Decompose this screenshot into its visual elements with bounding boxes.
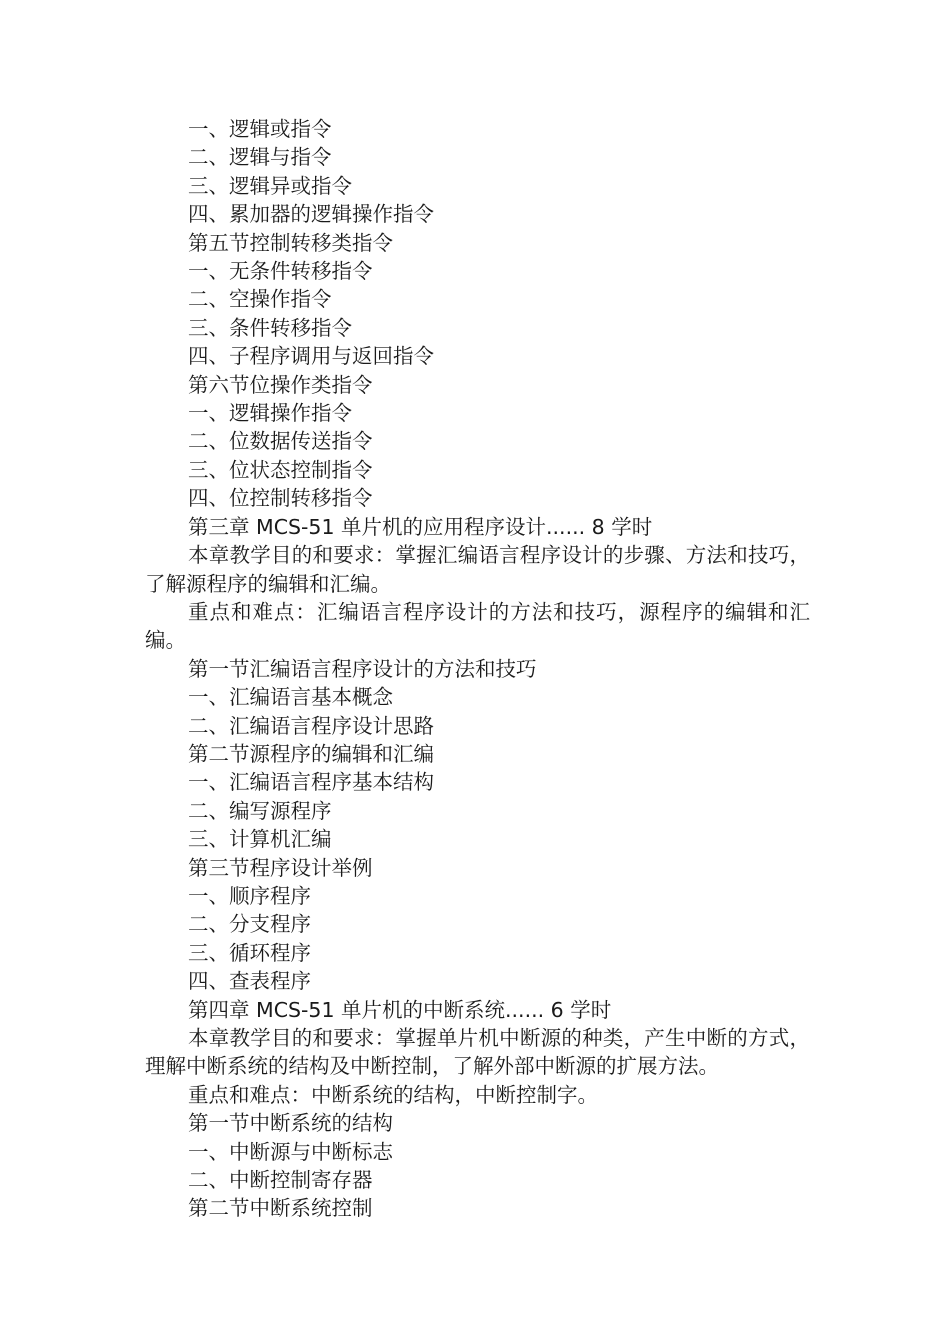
- section-heading-5: 第五节控制转移类指令: [188, 230, 393, 255]
- list-item-bit-state: 三、位状态控制指令: [188, 457, 373, 482]
- list-item-accumulator-logic: 四、累加器的逻辑操作指令: [188, 202, 434, 227]
- list-item-write-source: 二、编写源程序: [188, 798, 332, 823]
- chapter-3-objectives: 本章教学目的和要求：掌握汇编语言程序设计的步骤、方法和技巧，了解源程序的编辑和汇编。: [145, 543, 810, 596]
- section-heading-4-1: 第一节中断系统的结构: [188, 1111, 393, 1136]
- list-item-asm-design: 二、汇编语言程序设计思路: [188, 713, 434, 738]
- list-item-sequential: 一、顺序程序: [188, 883, 311, 908]
- list-item-interrupt-registers: 二、中断控制寄存器: [188, 1168, 373, 1193]
- chapter-heading-3: 第三章 MCS-51 单片机的应用程序设计...... 8 学时: [188, 514, 653, 539]
- list-item-lookup: 四、查表程序: [188, 969, 311, 994]
- document-body: [145, 115, 810, 1223]
- section-heading-3-1: 第一节汇编语言程序设计的方法和技巧: [188, 656, 537, 681]
- list-item-loop: 三、循环程序: [188, 940, 311, 965]
- list-item-computer-assembly: 三、计算机汇编: [188, 827, 332, 852]
- list-item-asm-structure: 一、汇编语言程序基本结构: [188, 770, 434, 795]
- list-item-interrupt-sources: 一、中断源与中断标志: [188, 1139, 393, 1164]
- list-item-logic-and: 二、逻辑与指令: [188, 145, 332, 170]
- list-item-bit-logic: 一、逻辑操作指令: [188, 401, 352, 426]
- list-item-subroutine-call: 四、子程序调用与返回指令: [188, 344, 434, 369]
- section-heading-3-3: 第三节程序设计举例: [188, 855, 373, 880]
- chapter-4-key-points: 重点和难点：中断系统的结构，中断控制字。: [188, 1082, 598, 1107]
- chapter-4-objectives: 本章教学目的和要求：掌握单片机中断源的种类，产生中断的方式，理解中断系统的结构及中断控制，了解外部中断源的扩展方法。: [145, 1026, 810, 1079]
- list-item-bit-jump: 四、位控制转移指令: [188, 486, 373, 511]
- chapter-3-key-points: 重点和难点：汇编语言程序设计的方法和技巧，源程序的编辑和汇编。: [145, 599, 810, 653]
- list-item-nop: 二、空操作指令: [188, 287, 332, 312]
- section-heading-6: 第六节位操作类指令: [188, 372, 373, 397]
- list-item-logic-or: 一、逻辑或指令: [188, 117, 332, 141]
- list-item-branch: 二、分支程序: [188, 912, 311, 937]
- list-item-logic-xor: 三、逻辑异或指令: [188, 173, 352, 198]
- list-item-unconditional-jump: 一、无条件转移指令: [188, 259, 373, 284]
- chapter-heading-4: 第四章 MCS-51 单片机的中断系统...... 6 学时: [188, 997, 612, 1022]
- section-heading-4-2: 第二节中断系统控制: [188, 1196, 373, 1221]
- list-item-asm-basics: 一、汇编语言基本概念: [188, 685, 393, 710]
- list-item-bit-transfer: 二、位数据传送指令: [188, 429, 373, 454]
- section-heading-3-2: 第二节源程序的编辑和汇编: [188, 741, 434, 766]
- list-item-conditional-jump: 三、条件转移指令: [188, 315, 352, 340]
